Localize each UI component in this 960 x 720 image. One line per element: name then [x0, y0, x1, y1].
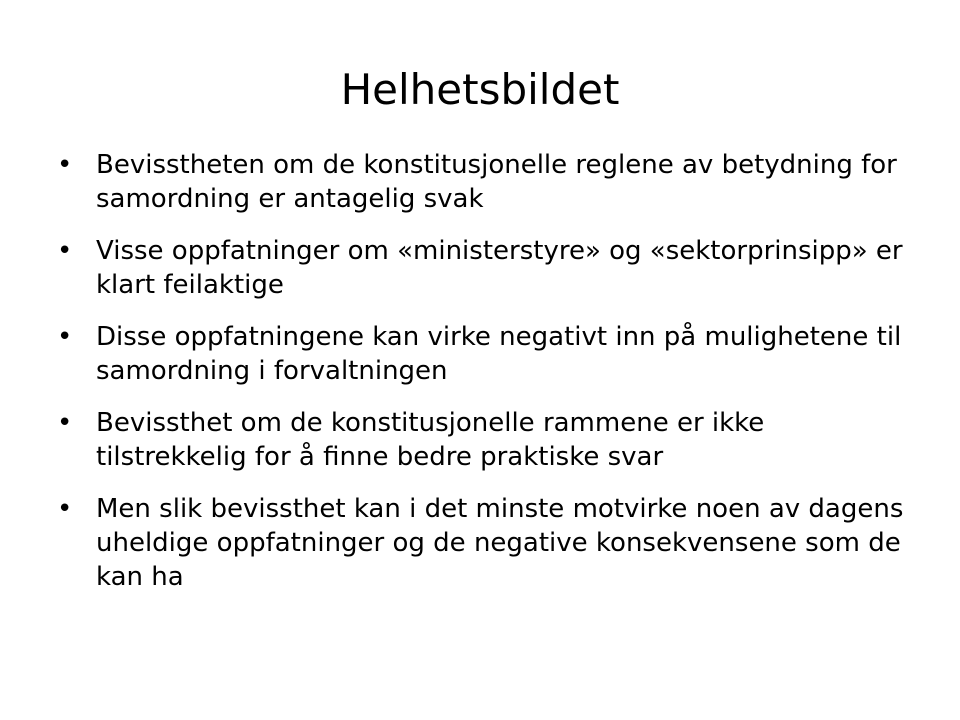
- bullet-dot-icon: •: [57, 322, 73, 352]
- bullet-text: Bevissthet om de konstitusjonelle rammene er ikke tilstrekkelig for å finne bedre praktiske svar: [96, 408, 765, 472]
- bullet-dot-icon: •: [57, 408, 73, 438]
- bullet-item: [50, 234, 910, 302]
- bullet-text: Visse oppfatninger om «ministerstyre» og «sektorprinsipp» er klart feilaktige: [96, 236, 903, 300]
- bullet-dot-icon: •: [57, 494, 73, 524]
- bullet-dot-icon: •: [57, 150, 73, 180]
- bullet-text: Bevisstheten om de konstitusjonelle reglene av betydning for samordning er antagelig svak: [96, 150, 897, 214]
- bullet-item: [50, 320, 910, 388]
- bullet-dot-icon: •: [57, 236, 73, 266]
- bullet-text: Disse oppfatningene kan virke negativt inn på mulighetene til samordning i forvaltningen: [96, 322, 902, 386]
- bullet-item: [50, 406, 910, 474]
- bullet-item: [50, 492, 910, 594]
- bullet-item: [50, 148, 910, 216]
- slide-title: Helhetsbildet: [340, 65, 620, 114]
- bullet-text: Men slik bevissthet kan i det minste motvirke noen av dagens uheldige oppfatninger og de negative konsekvensene som de kan ha: [96, 494, 904, 592]
- bullet-list: [50, 148, 910, 612]
